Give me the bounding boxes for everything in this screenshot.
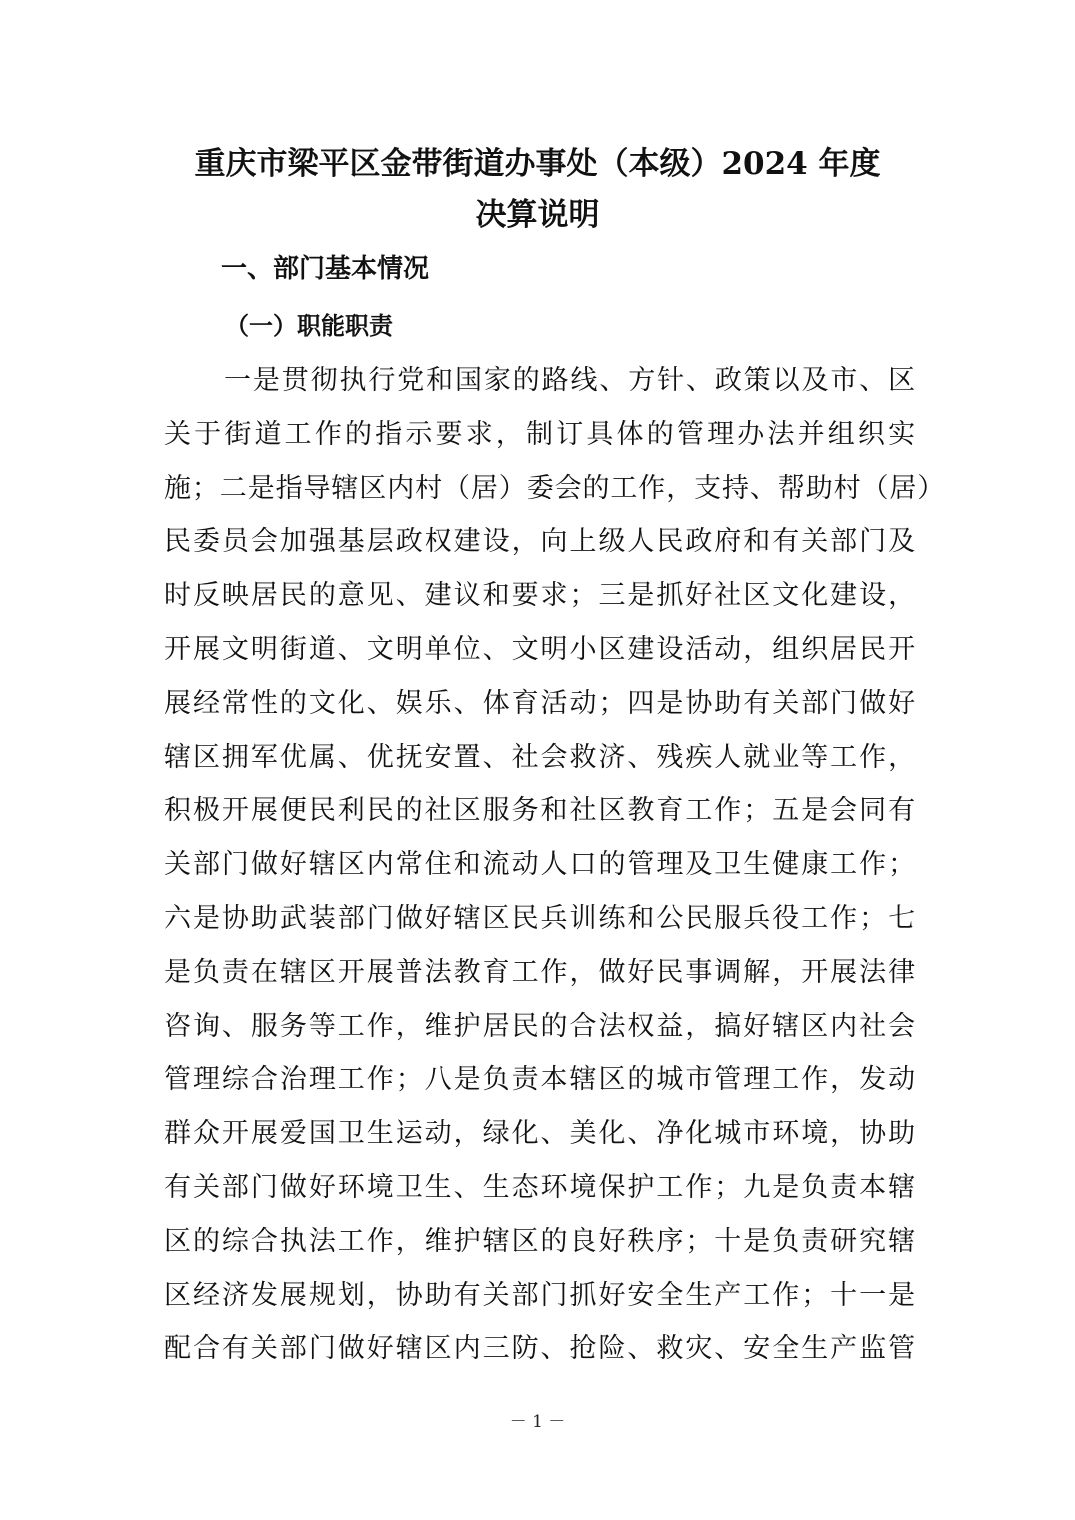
body-line: 管理综合治理工作；八是负责本辖区的城市管理工作，发动 [164,1064,916,1096]
body-line: 施；二是指导辖区内村（居）委会的工作，支持、帮助村（居） [164,472,946,504]
body-line: 开展文明街道、文明单位、文明小区建设活动，组织居民开 [164,633,916,665]
body-line: 咨询、服务等工作，维护居民的合法权益，搞好辖区内社会 [164,1010,916,1042]
document-title-line-2: 决算说明 [475,197,600,233]
body-line: 一是贯彻执行党和国家的路线、方针、政策以及市、区 [224,365,916,396]
body-line: 区的综合执法工作，维护辖区的良好秩序；十是负责研究辖 [164,1225,916,1257]
body-line: 关部门做好辖区内常住和流动人口的管理及卫生健康工作； [164,849,916,881]
body-line: 辖区拥军优属、优抚安置、社会救济、残疾人就业等工作， [164,741,916,773]
body-line: 民委员会加强基层政权建设，向上级人民政府和有关部门及 [164,526,916,558]
body-line: 六是协助武装部门做好辖区民兵训练和公民服兵役工作；七 [164,902,916,934]
body-line: 关于街道工作的指示要求，制订具体的管理办法并组织实 [164,418,916,450]
body-line: 展经常性的文化、娱乐、体育活动；四是协助有关部门做好 [164,687,916,719]
section-heading: 一、部门基本情况 [221,254,430,284]
page-number: － 1 － [509,1412,566,1432]
body-line: 时反映居民的意见、建议和要求；三是抓好社区文化建设， [164,580,916,612]
body-line: 有关部门做好环境卫生、生态环境保护工作；九是负责本辖 [164,1171,916,1203]
document-title-line-1: 重庆市梁平区金带街道办事处（本级）2024 年度 [194,146,881,182]
subsection-heading: （一）职能职责 [225,311,393,340]
body-line: 群众开展爱国卫生运动，绿化、美化、净化城市环境，协助 [164,1118,916,1150]
body-line: 区经济发展规划，协助有关部门抓好安全生产工作；十一是 [164,1279,916,1311]
body-paragraph [164,358,946,1380]
body-line: 配合有关部门做好辖区内三防、抢险、救灾、安全生产监管 [164,1333,916,1365]
body-line: 积极开展便民利民的社区服务和社区教育工作；五是会同有 [164,795,916,827]
body-line: 是负责在辖区开展普法教育工作，做好民事调解，开展法律 [164,956,916,988]
